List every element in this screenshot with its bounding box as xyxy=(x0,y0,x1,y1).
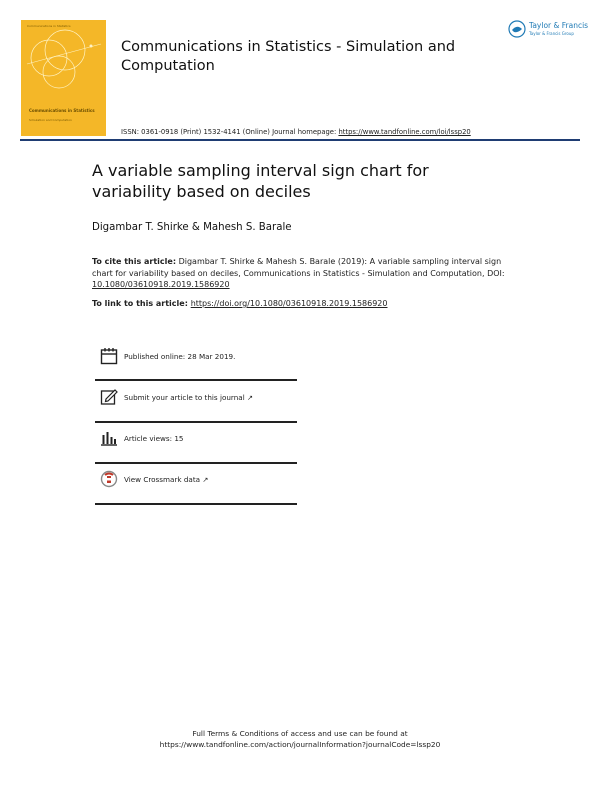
publisher-tagline: Taylor & Francis Group xyxy=(529,31,574,36)
crossmark-icon xyxy=(100,470,118,488)
publisher-name: Taylor & Francis xyxy=(529,21,589,30)
journal-cover[interactable] xyxy=(21,20,106,136)
cover-subtitle: Simulation and Computation xyxy=(29,118,72,122)
citation-doi-link[interactable]: 10.1080/03610918.2019.1586920 xyxy=(92,280,230,289)
citation-block xyxy=(92,256,512,291)
citation-label: To cite this article: xyxy=(92,257,177,266)
info-divider xyxy=(95,503,297,505)
article-authors: Digambar T. Shirke & Mahesh S. Barale xyxy=(92,222,292,233)
footer xyxy=(0,728,600,750)
issn-text: ISSN: 0361-0918 (Print) 1532-4141 (Online) Journal homepage: xyxy=(121,128,339,136)
info-divider xyxy=(95,421,297,423)
issn-line xyxy=(121,128,471,136)
citation-text: Digambar T. Shirke & Mahesh S. Barale (2019): A variable sampling interval sign chart for variability based on deciles, Communications in Statistics - Simulation and Computation, DOI: xyxy=(92,257,505,278)
submit-article-label: Submit your article to this journal xyxy=(124,393,245,402)
external-link-icon: ↗ xyxy=(202,475,209,484)
submit-article-row[interactable] xyxy=(95,388,297,418)
bar-chart-icon xyxy=(100,429,118,447)
published-date-text: Published online: 28 Mar 2019. xyxy=(124,352,236,361)
edit-icon xyxy=(100,388,118,406)
link-label: To link to this article: xyxy=(92,299,191,308)
article-views-text: Article views: 15 xyxy=(124,434,184,443)
published-row xyxy=(95,347,297,377)
journal-homepage-link[interactable]: https://www.tandfonline.com/loi/lssp20 xyxy=(338,128,471,136)
info-divider xyxy=(95,462,297,464)
article-link-line xyxy=(92,299,388,308)
header-divider xyxy=(20,139,580,141)
crossmark-link[interactable] xyxy=(124,475,208,484)
cover-top-text: Communications in Statistics xyxy=(27,24,71,28)
cover-title: Communications in Statistics xyxy=(29,108,95,113)
crossmark-label: View Crossmark data xyxy=(124,475,201,484)
crossmark-row[interactable] xyxy=(95,470,297,500)
article-title: A variable sampling interval sign chart for variability based on deciles xyxy=(92,161,429,201)
footer-terms-link[interactable]: https://www.tandfonline.com/action/journalInformation?journalCode=lssp20 xyxy=(159,740,441,749)
article-views-row[interactable] xyxy=(95,429,297,459)
info-divider xyxy=(95,379,297,381)
journal-title[interactable]: Communications in Statistics - Simulation and Computation xyxy=(121,39,456,74)
publisher-logo[interactable] xyxy=(508,20,588,46)
footer-terms-text: Full Terms & Conditions of access and use can be found at xyxy=(192,729,408,738)
submit-article-link[interactable] xyxy=(124,393,253,402)
external-link-icon: ↗ xyxy=(247,393,254,402)
article-doi-link[interactable]: https://doi.org/10.1080/03610918.2019.1586920 xyxy=(190,299,388,308)
calendar-icon xyxy=(100,347,118,365)
taylor-francis-logo-icon xyxy=(508,20,526,38)
